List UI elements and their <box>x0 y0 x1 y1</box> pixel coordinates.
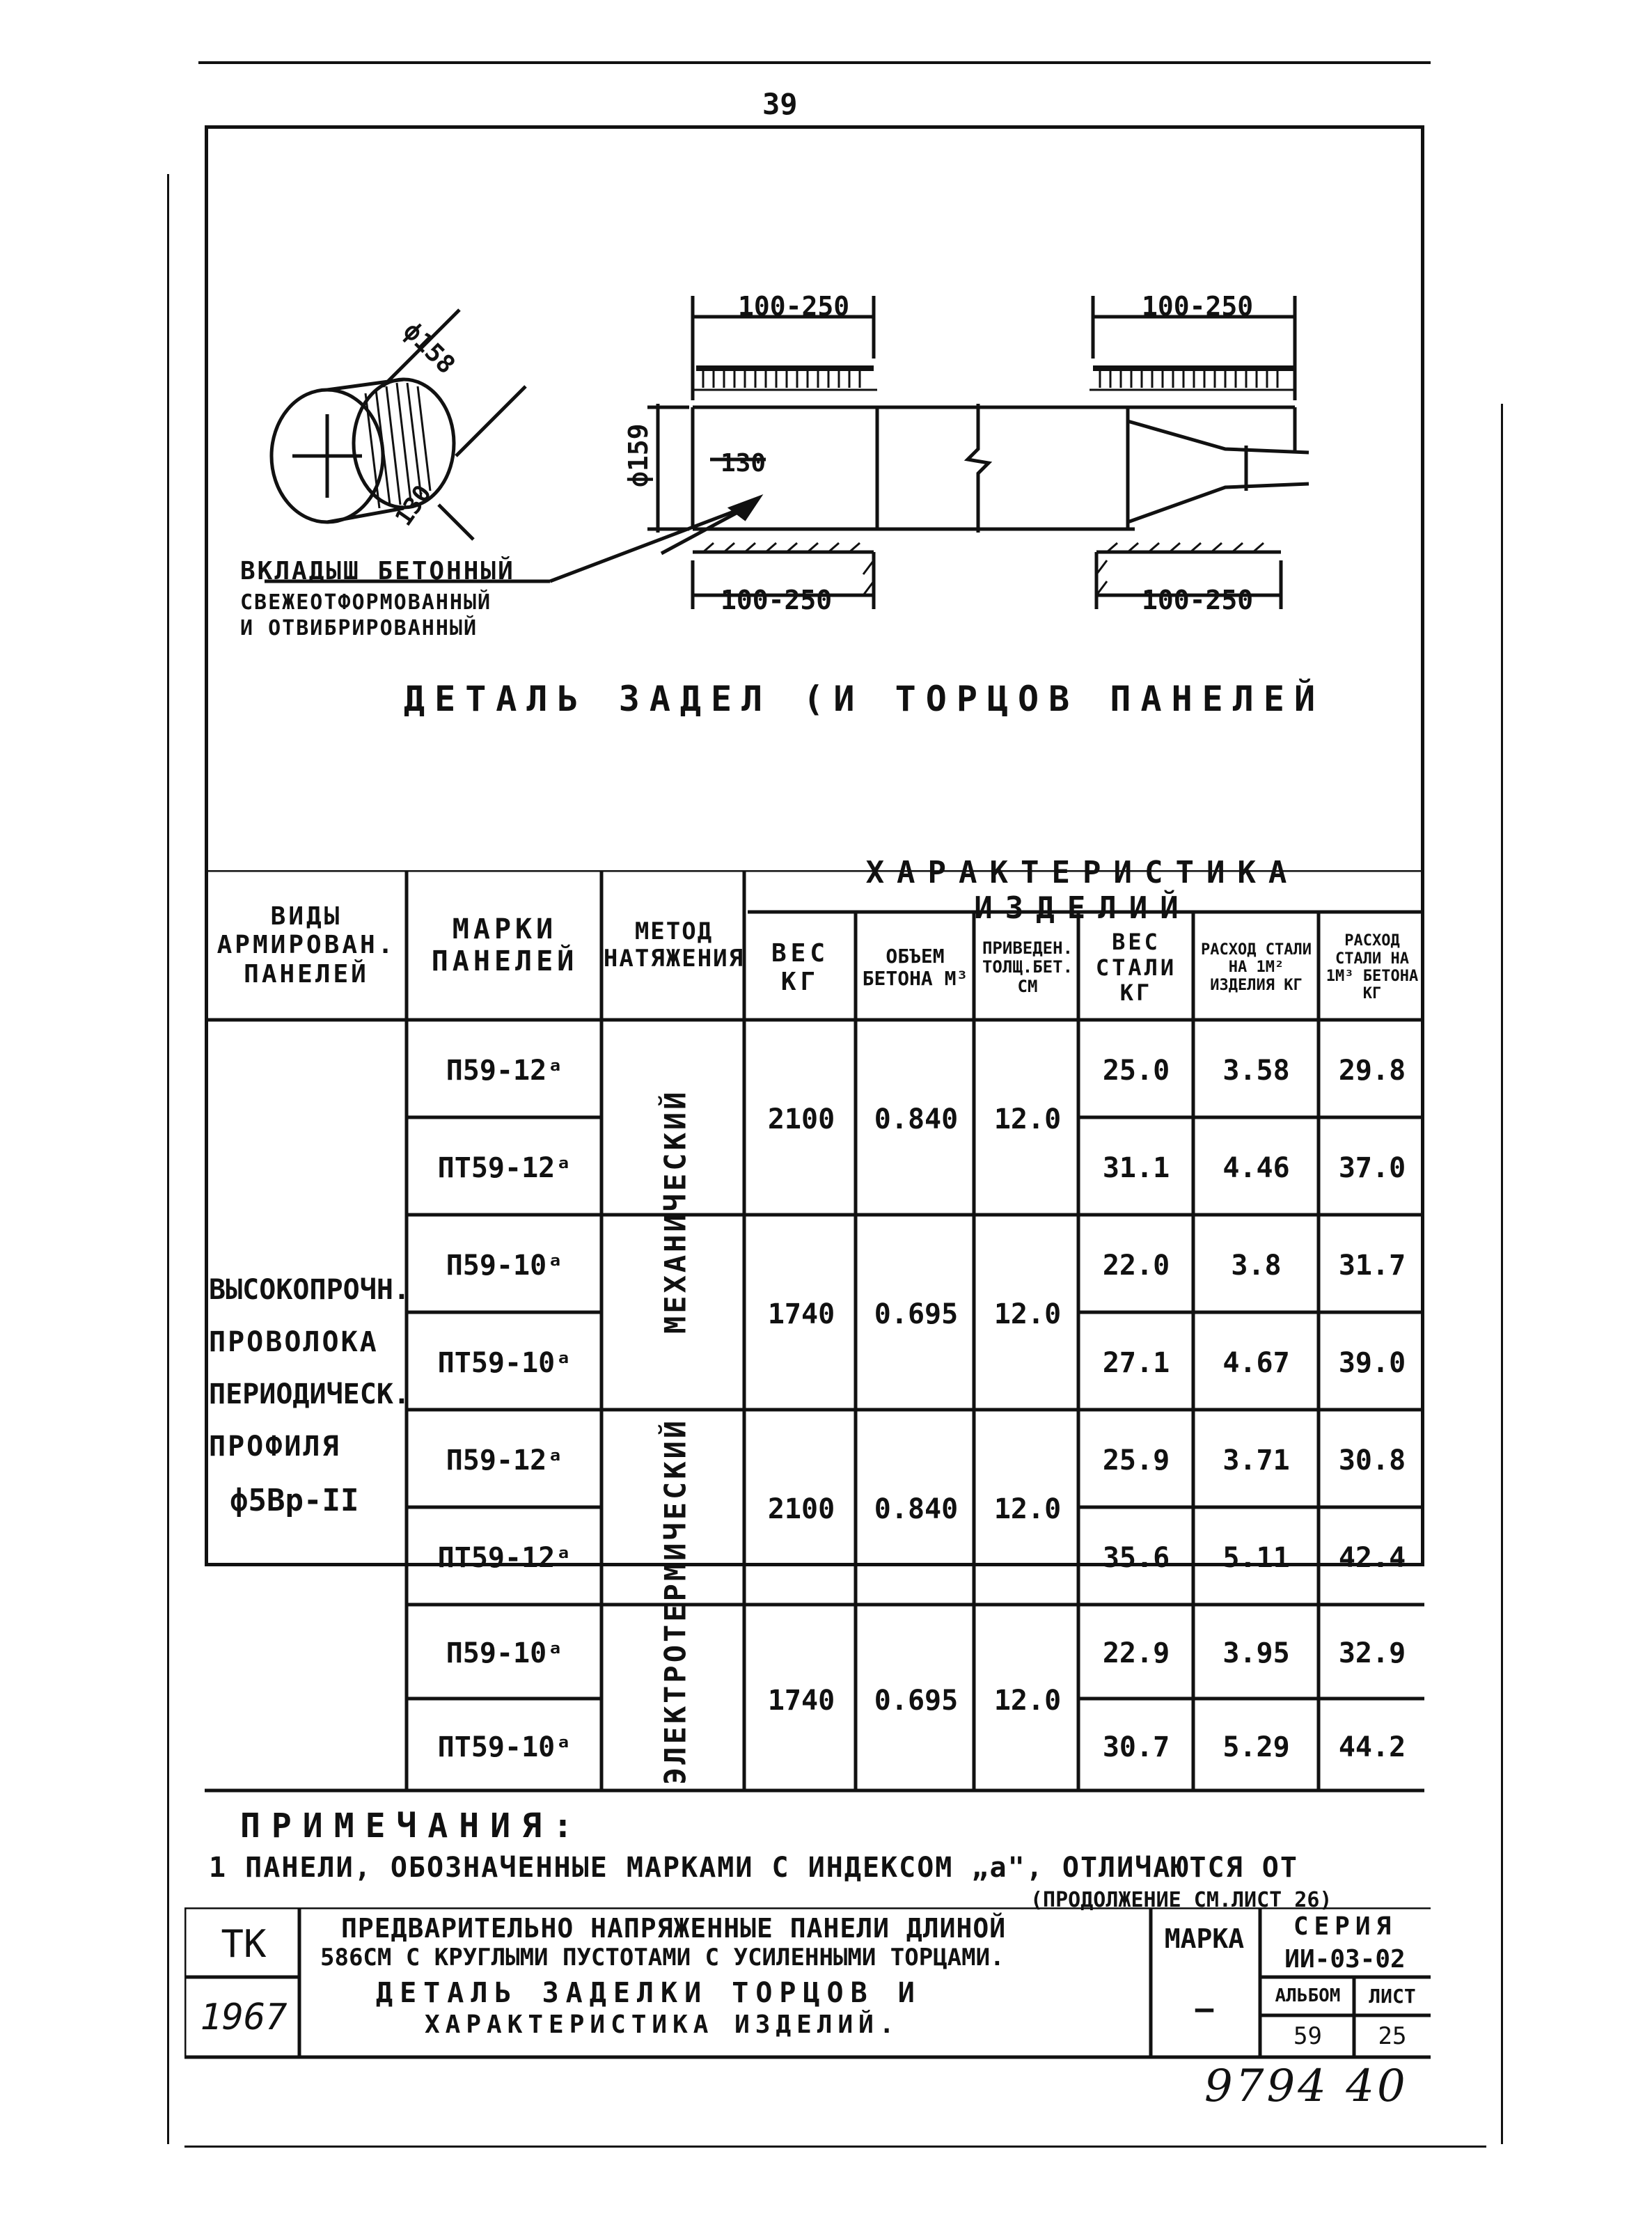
row3-steel: 22.0 <box>1102 1249 1170 1282</box>
bottom-rule <box>184 2146 1486 2148</box>
tb-marka-label: МАРКА <box>1164 1923 1245 1954</box>
row4-m2: 4.67 <box>1222 1346 1290 1379</box>
group1-weight: 2100 <box>767 1103 835 1135</box>
row4-mark: ПТ59-10ᵃ <box>437 1346 572 1379</box>
tb-sheet-value: 25 <box>1378 2022 1407 2050</box>
reinforcement-line3: ПЕРИОДИЧЕСК. <box>209 1378 410 1410</box>
dim-diameter-158: ф158 <box>398 317 461 380</box>
right-margin-line <box>1501 404 1503 2144</box>
row6-mark: ПТ59-12ᵃ <box>437 1541 572 1574</box>
group4-weight: 1740 <box>767 1684 835 1717</box>
tb-desc-line3: ДЕТАЛЬ ЗАДЕЛКИ ТОРЦОВ И <box>376 1977 922 2009</box>
tb-year: 1967 <box>200 1996 288 2038</box>
header-steel-m3: РАСХОД СТАЛИ НА 1М³ БЕТОНА КГ <box>1325 932 1419 1003</box>
reinforcement-line4: ПРОФИЛЯ <box>209 1431 341 1463</box>
reinforcement-line5: ф5Вр-II <box>230 1483 359 1518</box>
row7-mark: П59-10ᵃ <box>446 1637 564 1669</box>
dim-right-bottom: 100-250 <box>1142 585 1254 615</box>
dim-diameter-159: ф159 <box>623 423 654 487</box>
notes-continuation: (ПРОДОЛЖЕНИЕ СМ.ЛИСТ 26) <box>1030 1888 1332 1912</box>
group4-volume: 0.695 <box>874 1684 959 1717</box>
tb-series-value: ИИ-03-02 <box>1284 1944 1406 1974</box>
tb-desc-line2: 586СМ С КРУГЛЫМИ ПУСТОТАМИ С УСИЛЕННЫМИ ТОРЦАМИ. <box>320 1944 1005 1971</box>
reinforcement-line1: ВЫСОКОПРОЧН. <box>209 1274 410 1306</box>
group2-weight: 1740 <box>767 1298 835 1330</box>
notes-line1: 1 ПАНЕЛИ, ОБОЗНАЧЕННЫЕ МАРКАМИ С ИНДЕКСОМ „а", ОТЛИЧАЮТСЯ ОТ <box>209 1852 1298 1884</box>
row3-m3: 31.7 <box>1338 1249 1406 1282</box>
row3-mark: П59-10ᵃ <box>446 1249 564 1282</box>
dim-left-bottom: 100-250 <box>721 585 833 615</box>
insert-label-line1: ВКЛАДЫШ БЕТОННЫЙ <box>240 557 515 585</box>
row4-m3: 39.0 <box>1338 1346 1406 1379</box>
header-method: МЕТОД НАТЯЖЕНИЯ <box>603 917 745 973</box>
group1-thickness: 12.0 <box>993 1103 1062 1135</box>
tb-album-value: 59 <box>1293 2022 1322 2050</box>
row1-m2: 3.58 <box>1222 1054 1290 1087</box>
row2-mark: ПТ59-12ᵃ <box>437 1151 572 1184</box>
row7-m3: 32.9 <box>1338 1637 1406 1669</box>
row7-m2: 3.95 <box>1222 1637 1290 1669</box>
dim-130-panel: 130 <box>721 449 766 478</box>
row6-m2: 5.11 <box>1222 1541 1290 1574</box>
dim-130-insert: 130 <box>390 480 437 531</box>
row8-mark: ПТ59-10ᵃ <box>437 1731 572 1763</box>
insert-label-line3: И ОТВИБРИРОВАННЫЙ <box>240 616 478 640</box>
notes-title: ПРИМЕЧАНИЯ: <box>240 1806 584 1845</box>
insert-label-line2: СВЕЖЕОТФОРМОВАННЫЙ <box>240 590 492 615</box>
row1-steel: 25.0 <box>1102 1054 1170 1087</box>
row8-steel: 30.7 <box>1102 1731 1170 1763</box>
method-mechanical: МЕХАНИЧЕСКИЙ <box>658 1089 693 1334</box>
row1-m3: 29.8 <box>1338 1054 1406 1087</box>
tb-desc-line4: ХАРАКТЕРИСТИКА ИЗДЕЛИЙ. <box>425 2010 900 2039</box>
header-marks: МАРКИ ПАНЕЛЕЙ <box>431 913 579 977</box>
row6-m3: 42.4 <box>1338 1541 1406 1574</box>
tb-org: ТК <box>221 1922 267 1966</box>
group3-thickness: 12.0 <box>993 1493 1062 1525</box>
header-group: ХАРАКТЕРИСТИКА ИЗДЕЛИЙ <box>865 854 1300 926</box>
header-types: ВИДЫ АРМИРОВАН. ПАНЕЛЕЙ <box>217 902 396 989</box>
tb-marka-value: — <box>1195 1990 1214 2026</box>
row5-m2: 3.71 <box>1222 1444 1290 1477</box>
row5-steel: 25.9 <box>1102 1444 1170 1477</box>
row7-steel: 22.9 <box>1102 1637 1170 1669</box>
group3-volume: 0.840 <box>874 1493 959 1525</box>
row6-steel: 35.6 <box>1102 1541 1170 1574</box>
row2-m3: 37.0 <box>1338 1151 1406 1184</box>
left-margin-line <box>167 174 169 2144</box>
row5-m3: 30.8 <box>1338 1444 1406 1477</box>
row8-m2: 5.29 <box>1222 1731 1290 1763</box>
group2-thickness: 12.0 <box>993 1298 1062 1330</box>
reinforcement-line2: ПРОВОЛОКА <box>209 1326 379 1358</box>
group3-weight: 2100 <box>767 1493 835 1525</box>
method-electrothermal: ЭЛЕКТРОТЕРМИЧЕСКИЙ <box>658 1417 693 1785</box>
row2-m2: 4.46 <box>1222 1151 1290 1184</box>
page-number: 39 <box>762 87 798 121</box>
dim-right-top: 100-250 <box>1142 291 1254 322</box>
end-detail-drawing <box>209 129 1420 769</box>
header-weight: ВЕС КГ <box>771 938 830 996</box>
tb-album-label: АЛЬБОМ <box>1275 1985 1341 2006</box>
row2-steel: 31.1 <box>1102 1151 1170 1184</box>
tb-series-label: СЕРИЯ <box>1293 1912 1397 1941</box>
group4-thickness: 12.0 <box>993 1684 1062 1717</box>
group1-volume: 0.840 <box>874 1103 959 1135</box>
row8-m3: 44.2 <box>1338 1731 1406 1763</box>
dim-left-top: 100-250 <box>738 291 850 322</box>
handwritten-number: 9794 40 <box>1204 2061 1408 2112</box>
row4-steel: 27.1 <box>1102 1346 1170 1379</box>
top-rule <box>198 61 1431 64</box>
drawing-title: ДЕТАЛЬ ЗАДЕЛ (И ТОРЦОВ ПАНЕЛЕЙ <box>404 679 1325 719</box>
header-thickness: ПРИВЕДЕН. ТОЛЩ.БЕТ. СМ <box>982 938 1073 996</box>
group2-volume: 0.695 <box>874 1298 959 1330</box>
header-volume: ОБЪЕМ БЕТОНА М³ <box>862 944 968 990</box>
tb-sheet-label: ЛИСТ <box>1369 1984 1416 2008</box>
header-steel-m2: РАСХОД СТАЛИ НА 1М² ИЗДЕЛИЯ КГ <box>1201 941 1312 994</box>
header-steel-weight: ВЕС СТАЛИ КГ <box>1095 928 1177 1007</box>
row5-mark: П59-12ᵃ <box>446 1444 564 1477</box>
row3-m2: 3.8 <box>1231 1249 1282 1282</box>
tb-desc-line1: ПРЕДВАРИТЕЛЬНО НАПРЯЖЕННЫЕ ПАНЕЛИ ДЛИНОЙ <box>341 1913 1007 1944</box>
row1-mark: П59-12ᵃ <box>446 1054 564 1087</box>
